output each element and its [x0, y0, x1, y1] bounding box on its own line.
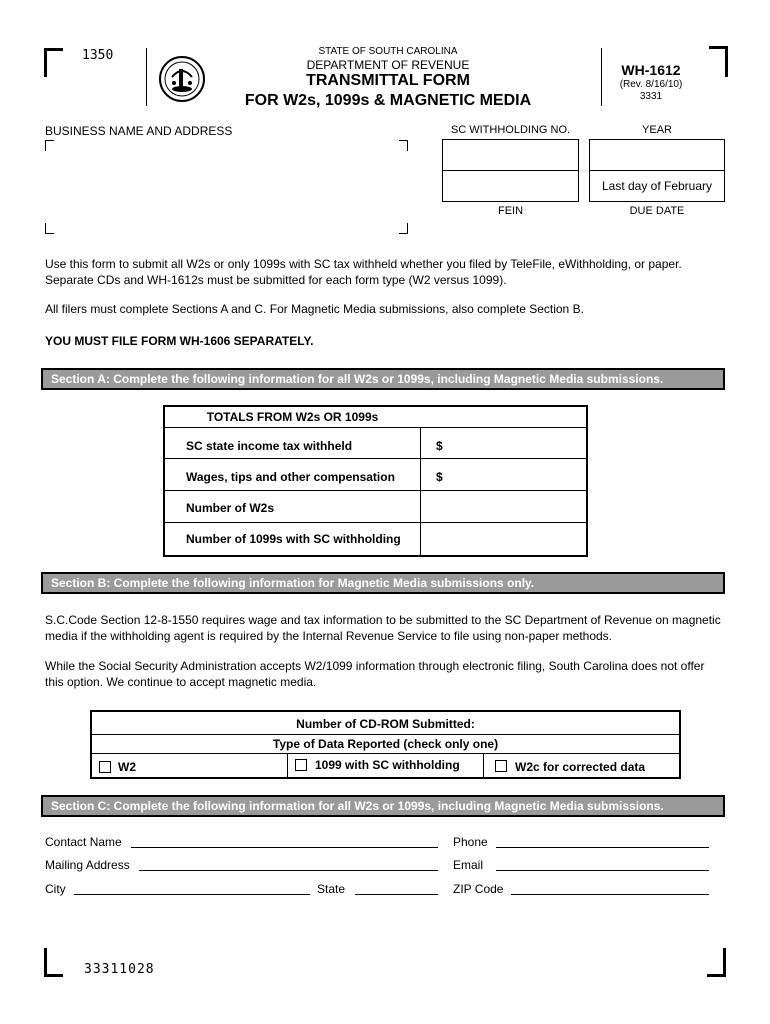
- due-date-value: Last day of February: [601, 179, 713, 193]
- section-b-banner: Section B: Complete the following information for Magnetic Media submissions only.: [41, 572, 725, 594]
- w2-checkbox[interactable]: [99, 761, 111, 773]
- data-type-label: Type of Data Reported (check only one): [272, 737, 499, 751]
- state-label: State: [317, 882, 346, 896]
- zip-label: ZIP Code: [453, 882, 504, 896]
- zip-input[interactable]: [511, 894, 709, 895]
- media-table-divider-2: [92, 753, 679, 754]
- business-address-area[interactable]: [45, 140, 408, 234]
- address-bracket-bl: [45, 223, 54, 234]
- header-title-2: FOR W2s, 1099s & MAGNETIC MEDIA: [244, 92, 532, 109]
- totals-column-divider: [420, 427, 421, 555]
- totals-title-divider: [165, 427, 586, 428]
- header-divider-left: [146, 48, 147, 106]
- w2-option-label: W2: [118, 760, 136, 774]
- sc-withholding-input[interactable]: [442, 139, 579, 171]
- phone-label: Phone: [453, 835, 488, 849]
- media-table-divider-1: [92, 734, 679, 735]
- row-divider-2: [165, 490, 586, 491]
- header-state: STATE OF SOUTH CAROLINA: [318, 46, 458, 57]
- section-c-banner: Section C: Complete the following information for all W2s or 1099s, including Magnetic Media submissions.: [41, 795, 725, 817]
- intro-paragraph-1: Use this form to submit all W2s or only 1099s with SC tax withheld whether you filed by TeleFile, eWithholding, or paper. Separate CDs and WH-1612s must be submitted for each form type (W2 versus 1099).: [45, 257, 682, 287]
- 1099-option-label: 1099 with SC withholding: [315, 758, 460, 772]
- row-divider-1: [165, 458, 586, 459]
- intro-paragraph-2: All filers must complete Sections A and C. For Magnetic Media submissions, also complete Section B.: [45, 302, 584, 316]
- corner-mark-bottom-left: [44, 948, 63, 977]
- contact-name-input[interactable]: [131, 847, 438, 848]
- form-code-top: 1350: [82, 48, 114, 63]
- row-sc-tax-label: SC state income tax withheld: [186, 439, 353, 453]
- header-department: DEPARTMENT OF REVENUE: [306, 58, 470, 72]
- phone-input[interactable]: [496, 847, 709, 848]
- intro-paragraph-3: YOU MUST FILE FORM WH-1606 SEPARATELY.: [45, 334, 314, 348]
- row-w2-count-value[interactable]: [436, 501, 581, 517]
- 1099-checkbox[interactable]: [295, 759, 307, 771]
- w2c-checkbox[interactable]: [495, 760, 507, 772]
- business-name-label: BUSINESS NAME AND ADDRESS: [45, 124, 233, 138]
- row-divider-3: [165, 522, 586, 523]
- state-seal: [158, 55, 206, 103]
- row-sc-tax-value[interactable]: $: [436, 439, 443, 453]
- address-bracket-tr: [399, 140, 408, 151]
- row-1099-count-label: Number of 1099s with SC withholding: [186, 532, 401, 546]
- section-b-paragraph-2: While the Social Security Administration accepts W2/1099 information through electronic filing, South Carolina does not offer this option. We continue to accept magnetic media.: [45, 659, 705, 689]
- email-label: Email: [453, 858, 484, 872]
- due-date-box: [589, 170, 725, 202]
- section-a-banner: Section A: Complete the following information for all W2s or 1099s, including Magnetic Media submissions.: [41, 368, 725, 390]
- year-input[interactable]: [589, 139, 725, 171]
- totals-table-title: TOTALS FROM W2s OR 1099s: [206, 410, 379, 424]
- header-title-1: TRANSMITTAL FORM: [306, 72, 470, 89]
- cd-count-label: Number of CD-ROM Submitted:: [296, 717, 475, 731]
- mailing-address-input[interactable]: [139, 870, 438, 871]
- row-wages-value[interactable]: $: [436, 470, 443, 484]
- city-input[interactable]: [74, 894, 310, 895]
- corner-mark-top-left: [44, 48, 63, 77]
- magnetic-media-table: [90, 710, 681, 779]
- media-option-divider-2: [483, 753, 484, 777]
- address-bracket-tl: [45, 140, 54, 151]
- row-w2-count-label: Number of W2s: [186, 501, 275, 515]
- corner-mark-top-right: [709, 46, 728, 77]
- due-date-label: DUE DATE: [629, 205, 685, 217]
- section-b-paragraph-1: S.C.Code Section 12-8-1550 requires wage and tax information to be submitted to the SC Department of Revenue on magnetic media if the withholding agent is required by the Internal Revenue Service to file using non-paper methods.: [45, 613, 721, 643]
- form-revision: (Rev. 8/16/10): [619, 79, 683, 90]
- w2c-option-label: W2c for corrected data: [515, 760, 646, 774]
- totals-table: [163, 405, 588, 557]
- email-input[interactable]: [496, 870, 709, 871]
- header-divider-right: [601, 48, 602, 106]
- form-id: 3331: [639, 91, 663, 102]
- sc-withholding-label: SC WITHHOLDING NO.: [450, 124, 571, 136]
- form-code-bottom: 33311028: [84, 962, 155, 977]
- row-1099-count-value[interactable]: [436, 532, 581, 548]
- city-label: City: [45, 882, 66, 896]
- contact-name-label: Contact Name: [45, 835, 122, 849]
- mailing-address-label: Mailing Address: [45, 858, 130, 872]
- corner-mark-bottom-right: [707, 948, 726, 977]
- fein-label: FEIN: [497, 205, 524, 217]
- year-label: YEAR: [642, 124, 672, 136]
- row-wages-label: Wages, tips and other compensation: [186, 470, 395, 484]
- fein-input[interactable]: [442, 170, 579, 202]
- form-number: WH-1612: [621, 62, 681, 78]
- address-bracket-br: [399, 223, 408, 234]
- media-option-divider-1: [287, 753, 288, 777]
- state-input[interactable]: [355, 894, 438, 895]
